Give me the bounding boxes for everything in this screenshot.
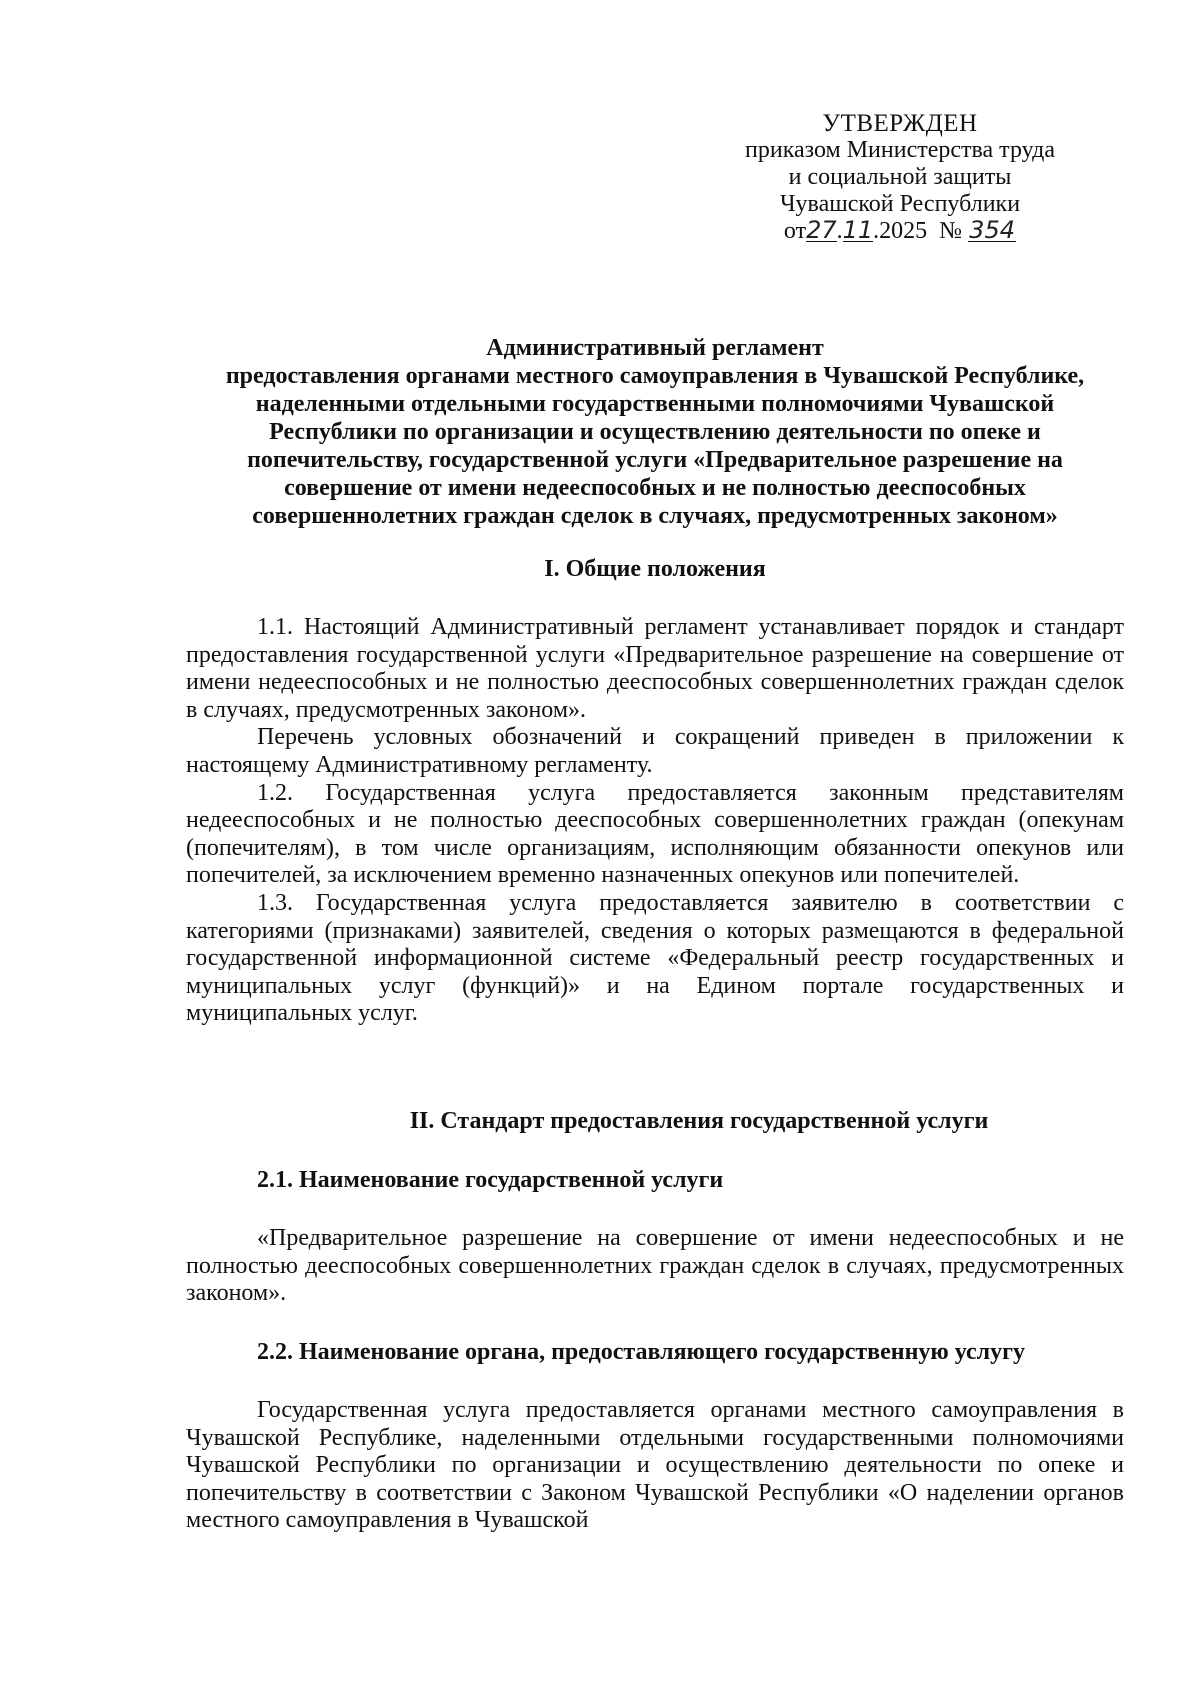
order-number-handwritten: 354 [969,216,1015,244]
date-separator: . [836,218,843,244]
section-1-heading: I. Общие положения [544,556,766,582]
approval-line-2: и социальной защиты [788,164,1012,190]
paragraph-2-1: «Предварительное разрешение на совершение от имени недееспособных и не полностью дееспособных совершеннолетних граждан сделок в случаях, предусмотренных законом». [186,1225,1124,1307]
date-month-handwritten: 11 [842,216,874,244]
paragraph-1-1: 1.1. Настоящий Административный регламент устанавливает порядок и стандарт предоставления государственной услуги «Предварительное разрешение на совершение от имени недееспособных и не полностью дееспособных совершеннолетних граждан сделок в случаях, предусмотренных законом». [186,614,1124,723]
paragraph-2-2: Государственная услуга предоставляется органами местного самоуправления в Чувашской Республике, наделенными отдельными государственными полномочиями Чувашской Республики по организации и осуществлению деятельности по опеке и попечительству в соответствии с Законом Чувашской Республики «О наделении органов местного самоуправления в Чувашской [186,1397,1124,1534]
section-1-body [186,614,1124,1028]
title-line-5: попечительству, государственной услуги «Предварительное разрешение на [247,447,1063,473]
subsection-2-2-body [186,1397,1124,1535]
subsection-2-1-heading: 2.1. Наименование государственной услуги [257,1167,724,1193]
approval-title: УТВЕРЖДЕН [822,110,978,137]
title-line-1: Административный регламент [486,335,824,361]
section-2-heading: II. Стандарт предоставления государственной услуги [409,1108,989,1134]
subsection-2-2-heading: 2.2. Наименование органа, предоставляющего государственную услугу [257,1339,1026,1365]
approval-line-1: приказом Министерства труда [745,137,1055,163]
title-line-3: наделенными отдельными государственными полномочиями Чувашской [255,391,1055,417]
approval-line-3: Чувашской Республики [779,191,1021,217]
paragraph-list-note: Перечень условных обозначений и сокращений приведен в приложении к настоящему Административному регламенту. [186,724,1124,778]
number-sign: № [939,218,963,244]
approval-date-line [700,218,1100,245]
title-line-2: предоставления органами местного самоуправления в Чувашской Республике, [225,363,1085,389]
document-title [176,334,1134,530]
date-year: .2025 [873,218,928,244]
title-line-4: Республики по организации и осуществлению деятельности по опеке и [269,419,1041,445]
subsection-2-1-body [186,1225,1124,1308]
approval-block [700,110,1100,245]
paragraph-1-2: 1.2. Государственная услуга предоставляется законным представителям недееспособных и не полностью дееспособных совершеннолетних граждан (опекунам (попечителям), в том числе организациям, исполняющим обязанности опекунов или попечителей, за исключением временно назначенных опекунов или попечителей. [186,779,1124,889]
date-day-handwritten: 27 [806,216,837,244]
date-prefix: от [783,218,807,244]
paragraph-1-3: 1.3. Государственная услуга предоставляется заявителю в соответствии с категориями (признаками) заявителей, сведения о которых размещаются в федеральной государственной информационной системе «Федеральный реестр государственных и муниципальных услуг (функций)» и на Едином портале государственных и муниципальных услуг. [186,889,1124,1027]
title-line-6: совершение от имени недееспособных и не полностью дееспособных [284,475,1026,501]
title-line-7: совершеннолетних граждан сделок в случаях, предусмотренных законом» [252,503,1058,529]
